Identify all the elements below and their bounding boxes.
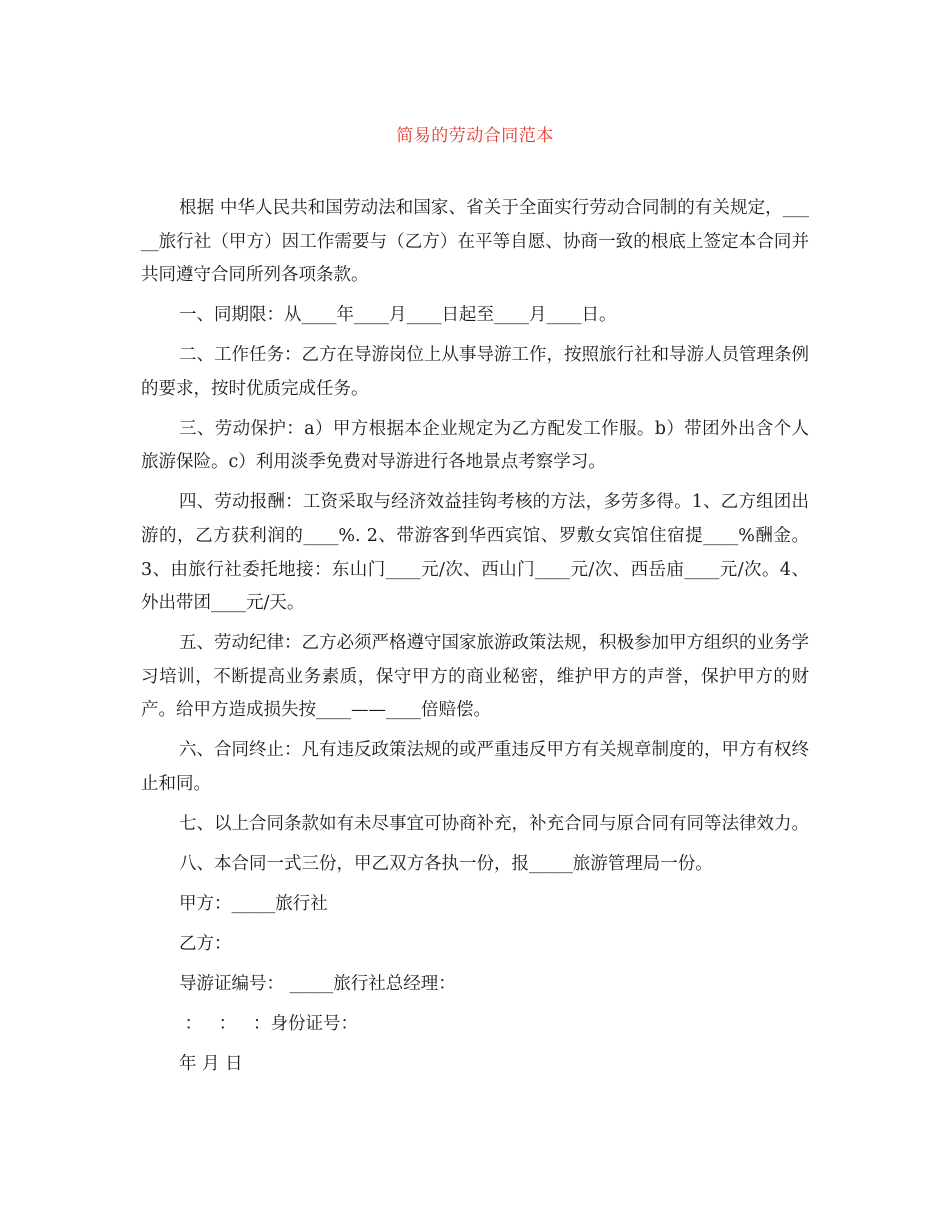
signature-id-line: ： ： ：身份证号： <box>179 1013 358 1034</box>
clause-3: 三、劳动保护：a）甲方根据本企业规定为乙方配发工作服。b）带团外出含个人旅游保险。c）利用淡季免费对导游进行各地景点考察学习。 <box>141 418 809 473</box>
clause-5: 五、劳动纪律：乙方必须严格遵守国家旅游政策法规，积极参加甲方组织的业务学习培训，不断提高业务素质，保守甲方的商业秘密，维护甲方的声誉，保护甲方的财产。给甲方造成损失按____——____倍赔偿。 <box>141 633 809 721</box>
clause-8: 八、本合同一式三份，甲乙双方各执一份，报_____旅游管理局一份。 <box>179 853 713 874</box>
document-title: 简易的劳动合同范本 <box>396 126 554 146</box>
clause-4: 四、劳动报酬：工资采取与经济效益挂钩考核的方法，多劳多得。1、乙方组团出游的，乙方获利润的____%. 2、带游客到华西宾馆、罗敷女宾馆住宿提____%酬金。3、由旅行社委托地接：东山门____元/次、西山门____元/次、西岳庙____元/次。4、外出带团____元/天。 <box>141 492 809 614</box>
signature-party-a: 甲方：_____旅行社 <box>179 893 328 914</box>
clause-2: 二、工作任务：乙方在导游岗位上从事导游工作，按照旅行社和导游人员管理条例的要求，按时优质完成任务。 <box>141 345 809 399</box>
signature-guide-line: 导游证编号： _____旅行社总经理： <box>179 973 456 994</box>
intro-paragraph: 根据 中华人民共和国劳动法和国家、省关于全面实行劳动合同制的有关规定，_____旅行社（甲方）因工作需要与（乙方）在平等自愿、协商一致的根底上签定本合同并共同遵守合同所列各项条款。 <box>141 198 809 286</box>
document-body <box>141 192 809 1088</box>
clause-6: 六、合同终止：凡有违反政策法规的或严重违反甲方有关规章制度的，甲方有权终止和同。 <box>141 740 809 794</box>
signature-date-line: 年 月 日 <box>179 1053 243 1074</box>
clause-7: 七、以上合同条款如有未尽事宜可协商补充，补充合同与原合同有同等法律效力。 <box>179 813 809 834</box>
clause-1: 一、同期限：从____年____月____日起至____月____日。 <box>179 305 617 326</box>
signature-party-b: 乙方： <box>179 933 232 954</box>
